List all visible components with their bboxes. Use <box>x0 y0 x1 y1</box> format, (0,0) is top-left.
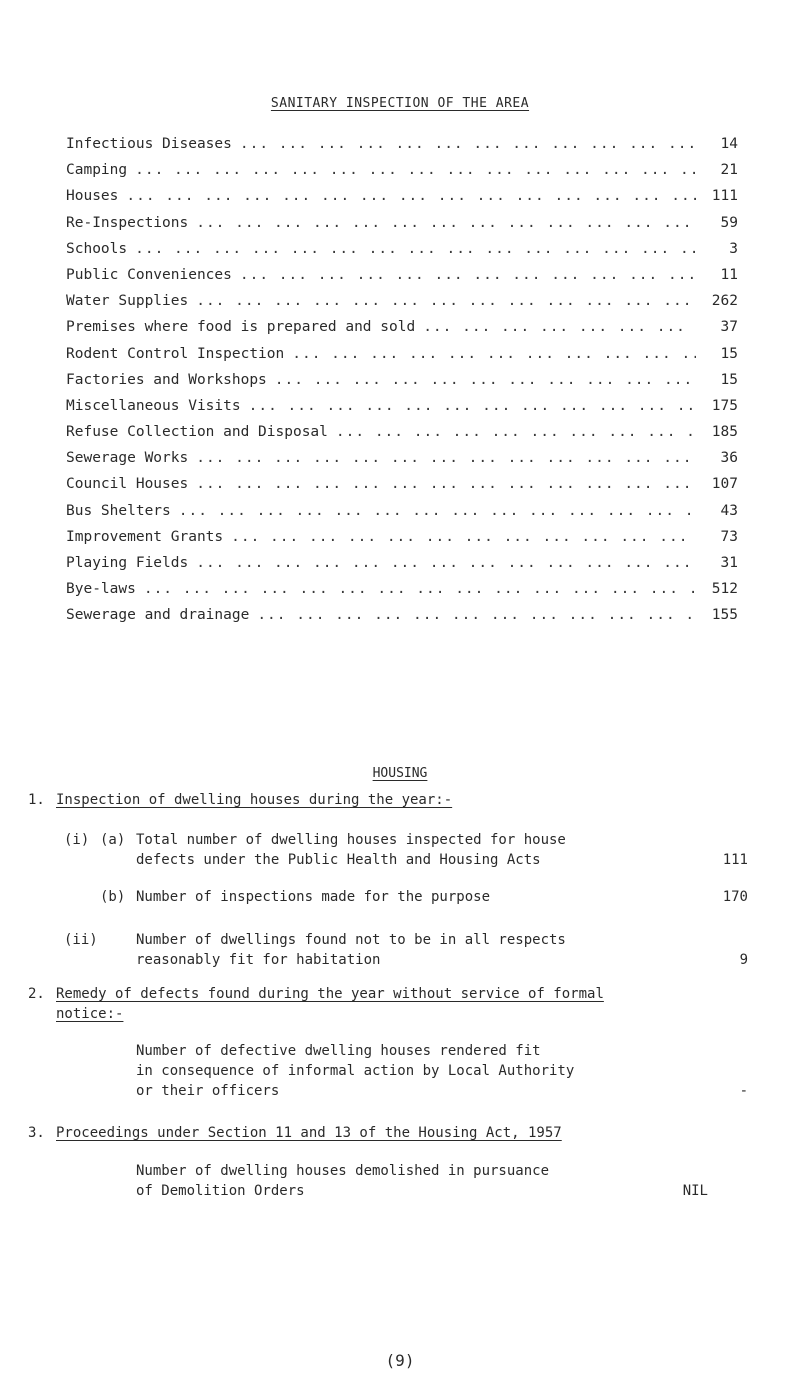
leader-dots <box>267 372 696 388</box>
leader-dots <box>188 476 696 492</box>
section-1-ii-line2: reasonably fit for habitation <box>136 952 381 968</box>
inspection-row <box>66 293 738 319</box>
inspection-count: 155 <box>711 607 738 624</box>
inspection-count: 31 <box>720 555 738 571</box>
inspection-count: 175 <box>711 397 738 414</box>
inspection-count: 36 <box>720 450 738 467</box>
section-1-ii-line1: Number of dwellings found not to be in all respects <box>136 932 566 948</box>
housing-heading <box>0 766 800 781</box>
inspection-label: Infectious Diseases <box>66 136 232 152</box>
inspection-count: 3 <box>729 240 738 257</box>
leader-dots <box>136 581 696 597</box>
section-2-line3: or their officers <box>136 1083 280 1099</box>
page-heading-text: SANITARY INSPECTION OF THE AREA <box>270 96 530 111</box>
section-1-number: 1. <box>28 792 45 808</box>
leader-dots <box>171 503 696 519</box>
leader-dots <box>232 267 696 283</box>
section-3-line1: Number of dwelling houses demolished in pursuance <box>136 1163 550 1179</box>
section-2-title-line1: Remedy of defects found during the year without service of formal <box>56 986 604 1002</box>
inspection-row <box>66 450 738 476</box>
inspection-count: 107 <box>711 476 738 493</box>
inspection-row <box>66 555 738 581</box>
section-1-i-b <box>100 887 748 907</box>
inspection-label: Playing Fields <box>66 555 189 571</box>
inspection-row <box>66 215 738 241</box>
leader-dots <box>232 136 696 152</box>
inspection-row <box>66 607 738 633</box>
inspection-count: 37 <box>720 319 738 336</box>
section-3-title-text: Proceedings under Section 11 and 13 of the Housing Act, 1957 <box>56 1125 562 1141</box>
inspection-row <box>66 398 738 424</box>
inspection-count: 21 <box>720 162 738 179</box>
leader-dots <box>223 529 696 545</box>
inspection-row <box>66 529 738 555</box>
inspection-row <box>66 319 738 345</box>
inspection-list <box>66 136 738 634</box>
inspection-label: Sewerage Works <box>66 450 189 467</box>
inspection-count: 14 <box>720 136 738 152</box>
section-1-ii-value: 9 <box>739 952 748 968</box>
section-1-ii <box>64 930 748 970</box>
inspection-row <box>66 188 738 214</box>
inspection-label: Council Houses <box>66 476 189 493</box>
section-1-title <box>28 790 748 810</box>
inspection-count: 15 <box>720 371 738 388</box>
inspection-label: Water Supplies <box>66 293 189 310</box>
section-1-i-b-value: 170 <box>722 889 748 905</box>
leader-dots <box>249 607 696 623</box>
inspection-label: Premises where food is prepared and sold <box>66 319 416 336</box>
inspection-row <box>66 581 738 607</box>
inspection-count: 111 <box>711 188 738 205</box>
inspection-count: 11 <box>720 266 738 283</box>
inspection-label: Houses <box>66 188 119 205</box>
section-2-line1: Number of defective dwelling houses rendered fit <box>136 1043 541 1059</box>
inspection-count: 43 <box>720 502 738 519</box>
inspection-row <box>66 136 738 162</box>
inspection-row <box>66 476 738 502</box>
section-3-value: NIL <box>682 1183 708 1199</box>
leader-dots <box>328 424 696 440</box>
inspection-count: 59 <box>720 214 738 231</box>
leader-dots <box>188 450 696 466</box>
section-1-letter-a: (a) <box>100 832 126 848</box>
section-1-letter-b: (b) <box>100 889 126 905</box>
inspection-row <box>66 424 738 450</box>
inspection-label: Rodent Control Inspection <box>66 345 285 362</box>
leader-dots <box>127 241 696 257</box>
section-2-number: 2. <box>28 986 45 1002</box>
inspection-row <box>66 267 738 293</box>
leader-dots <box>188 555 696 571</box>
section-2-title <box>28 984 748 1024</box>
inspection-label: Refuse Collection and Disposal <box>66 424 328 441</box>
inspection-row <box>66 503 738 529</box>
page-heading <box>0 96 800 111</box>
inspection-label: Public Conveniences <box>66 266 232 283</box>
page-number: (9) <box>385 1351 415 1370</box>
housing-heading-text: HOUSING <box>372 766 428 781</box>
section-1-i-b-line1: Number of inspections made for the purpose <box>136 889 491 905</box>
inspection-count: 262 <box>711 293 738 310</box>
section-3-line2: of Demolition Orders <box>136 1183 305 1199</box>
inspection-count: 15 <box>720 345 738 362</box>
inspection-label: Miscellaneous Visits <box>66 397 241 414</box>
section-2-title-line2: notice:- <box>56 1006 124 1022</box>
section-2-value: - <box>739 1083 748 1099</box>
leader-dots <box>127 162 696 178</box>
inspection-label: Improvement Grants <box>66 528 224 545</box>
inspection-count: 512 <box>711 581 738 598</box>
inspection-label: Re-Inspections <box>66 214 189 231</box>
inspection-count: 73 <box>720 528 738 545</box>
section-1-title-text: Inspection of dwelling houses during the year:- <box>56 792 453 808</box>
inspection-row <box>66 162 738 188</box>
section-1-roman-i: (i) <box>64 832 90 848</box>
inspection-label: Schools <box>66 240 128 257</box>
inspection-row <box>66 372 738 398</box>
leader-dots <box>415 319 696 335</box>
section-1-i-a-line2: defects under the Public Health and Housing Acts <box>136 852 541 868</box>
leader-dots <box>188 293 696 309</box>
inspection-label: Bye-laws <box>66 581 136 598</box>
section-2-line2: in consequence of informal action by Local Authority <box>136 1063 575 1079</box>
section-2-body <box>136 1041 748 1101</box>
inspection-label: Bus Shelters <box>66 502 171 519</box>
leader-dots <box>284 346 696 362</box>
leader-dots <box>241 398 696 414</box>
section-1-i-a <box>64 830 748 870</box>
inspection-label: Sewerage and drainage <box>66 607 250 624</box>
inspection-label: Camping <box>66 162 128 179</box>
section-3-title <box>28 1123 748 1143</box>
inspection-label: Factories and Workshops <box>66 371 267 388</box>
section-3-body <box>136 1161 748 1201</box>
inspection-row <box>66 346 738 372</box>
section-1-i-a-line1: Total number of dwelling houses inspected for house <box>136 832 566 848</box>
leader-dots <box>118 188 696 204</box>
leader-dots <box>188 215 696 231</box>
inspection-count: 185 <box>711 424 738 441</box>
inspection-row <box>66 241 738 267</box>
section-3-number: 3. <box>28 1125 45 1141</box>
section-1-roman-ii: (ii) <box>64 932 98 948</box>
section-1-i-a-value: 111 <box>722 852 748 868</box>
